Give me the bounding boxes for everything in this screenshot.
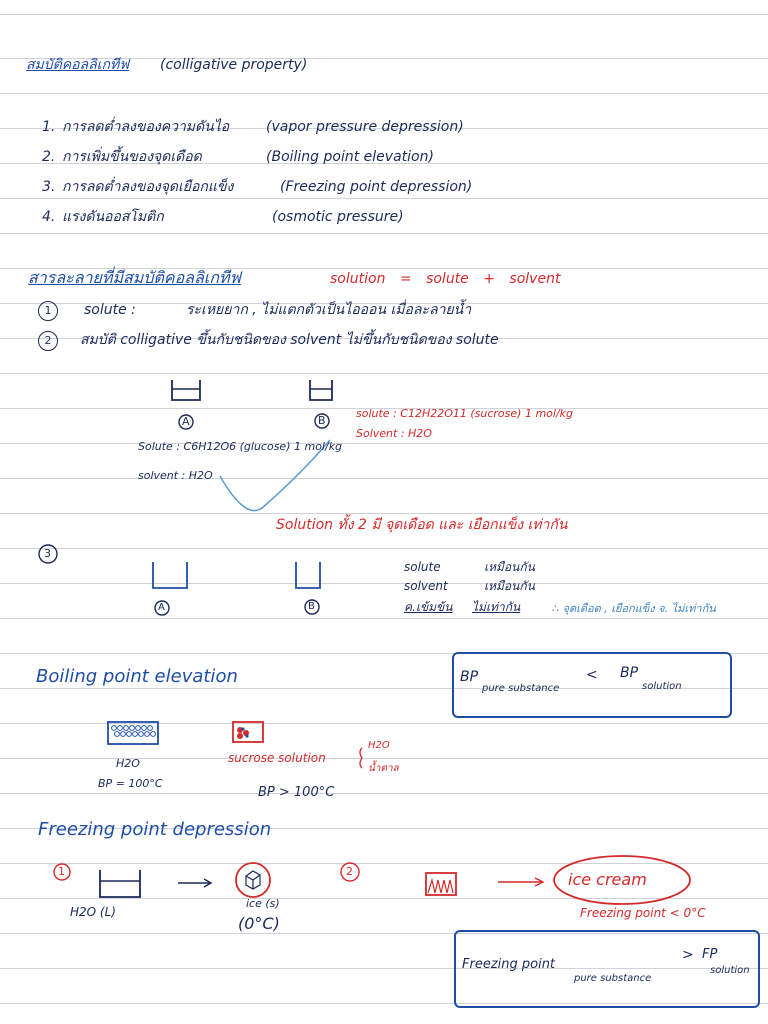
a-solute-text: Solute : C6H12O6 (glucose) 1 mol/kg [138,440,343,453]
b-solute-text: solute : C12H22O11 (sucrose) 1 mol/kg [356,407,574,420]
a-solvent-text: solvent : H2O [138,469,213,482]
box-bp-pure: BP [460,669,479,685]
property-2-thai: การเพิ่มขึ้นของจุดเดือด [62,149,202,165]
ab-conclusion: Solution ทั้ง 2 มี จุดเดือด และ เยือกแข็ง เท่ากัน [276,517,568,533]
ex3-solvent-note: เหมือนกัน [484,579,535,593]
ice-cream-label: ice cream [568,870,647,889]
box-fp-solution-sub: solution [710,965,750,976]
rule-2-marker: 2 [38,331,58,351]
property-3-english: (Freezing point depression) [280,179,473,195]
example-3-marker: 3 [44,547,51,560]
box-fp-pure-sub: pure substance [574,973,652,984]
boiling-comparison-box [452,652,732,718]
box-bp-solution-sub: solution [642,681,682,692]
ice-label: ice (s) [246,897,280,910]
box-less-than: < [586,667,598,683]
box-bp-solution: BP [620,665,639,681]
property-1-english: (vapor pressure depression) [266,119,464,135]
sucrose-part-sugar: น้ำตาล [368,763,399,774]
ice-cream-fp: Freezing point < 0°C [580,906,706,920]
boiling-heading: Boiling point elevation [36,666,238,687]
ex3-therefore: ∴ จุดเดือด , เยือกแข็ง จ. ไม่เท่ากัน [552,602,716,615]
beaker-b-drawing [310,380,332,400]
property-4-thai: แรงดันออสโมติก [62,209,164,225]
beaker-3a-drawing [153,562,187,588]
box-fp-pure: Freezing point [462,957,556,972]
box-greater-than: > [682,947,694,963]
property-4-number: 4. [42,209,56,225]
ex3-solute-note: เหมือนกัน [484,560,535,574]
sucrose-label: sucrose solution [228,751,326,765]
solution-equation: solution = solute + solvent [330,271,561,287]
property-4-english: (osmotic pressure) [272,209,404,225]
freezing-comparison-box [454,930,760,1008]
solutions-heading: สารละลายที่มีสมบัติคอลลิเกทีฟ [28,268,241,287]
property-3-number: 3. [42,179,56,195]
beaker-b-label: B [318,414,326,427]
water-label: H2O [116,757,140,770]
beaker-a-drawing [172,380,200,400]
property-2-number: 2. [42,149,56,165]
sucrose-bp: BP > 100°C [258,785,335,800]
sucrose-part-water: H2O [368,740,390,751]
rule-2-text: สมบัติ colligative ขึ้นกับชนิดของ solvent ไม่ขึ้นกับชนิดของ solute [80,332,499,348]
beaker-a-label: A [182,415,190,428]
rule-1-label: solute : [84,302,136,318]
property-1-number: 1. [42,119,56,135]
beaker-3a-label: A [158,602,165,613]
beaker-3b-label: B [308,601,315,612]
ex3-solvent-label: solvent [404,579,448,593]
property-3-thai: การลดต่ำลงของจุดเยือกแข็ง [62,179,234,195]
box-bp-pure-sub: pure substance [482,683,560,694]
ice-temp: (0°C) [238,914,280,933]
freezing-heading: Freezing point depression [38,819,272,840]
ex3-solute-label: solute [404,560,441,574]
page-title-thai: สมบัติคอลลิเกทีฟ [26,57,130,73]
b-solvent-text: Solvent : H2O [356,427,432,440]
ex3-concentration-note: ไม่เท่ากัน [472,600,521,614]
liquid-water-label: H2O (L) [70,905,116,919]
water-bp: BP = 100°C [98,777,163,790]
liquid-water-beaker-drawing [100,870,140,897]
property-1-thai: การลดต่ำลงของความดันไอ [62,119,230,135]
ice-cube-drawing [246,871,260,889]
page-title-english: (colligative property) [160,57,308,73]
freezing-marker-2: 2 [346,865,353,878]
ex3-concentration-label: ค.เข้มข้น [404,600,453,614]
freezing-marker-1: 1 [58,865,65,878]
box-fp-solution: FP [702,947,718,962]
beaker-3b-drawing [296,562,320,588]
rule-1-text: ระเหยยาก , ไม่แตกตัวเป็นไอออน เมื่อละลายน้ำ [186,302,472,318]
rule-1-marker: 1 [38,301,58,321]
property-2-english: (Boiling point elevation) [266,149,434,165]
